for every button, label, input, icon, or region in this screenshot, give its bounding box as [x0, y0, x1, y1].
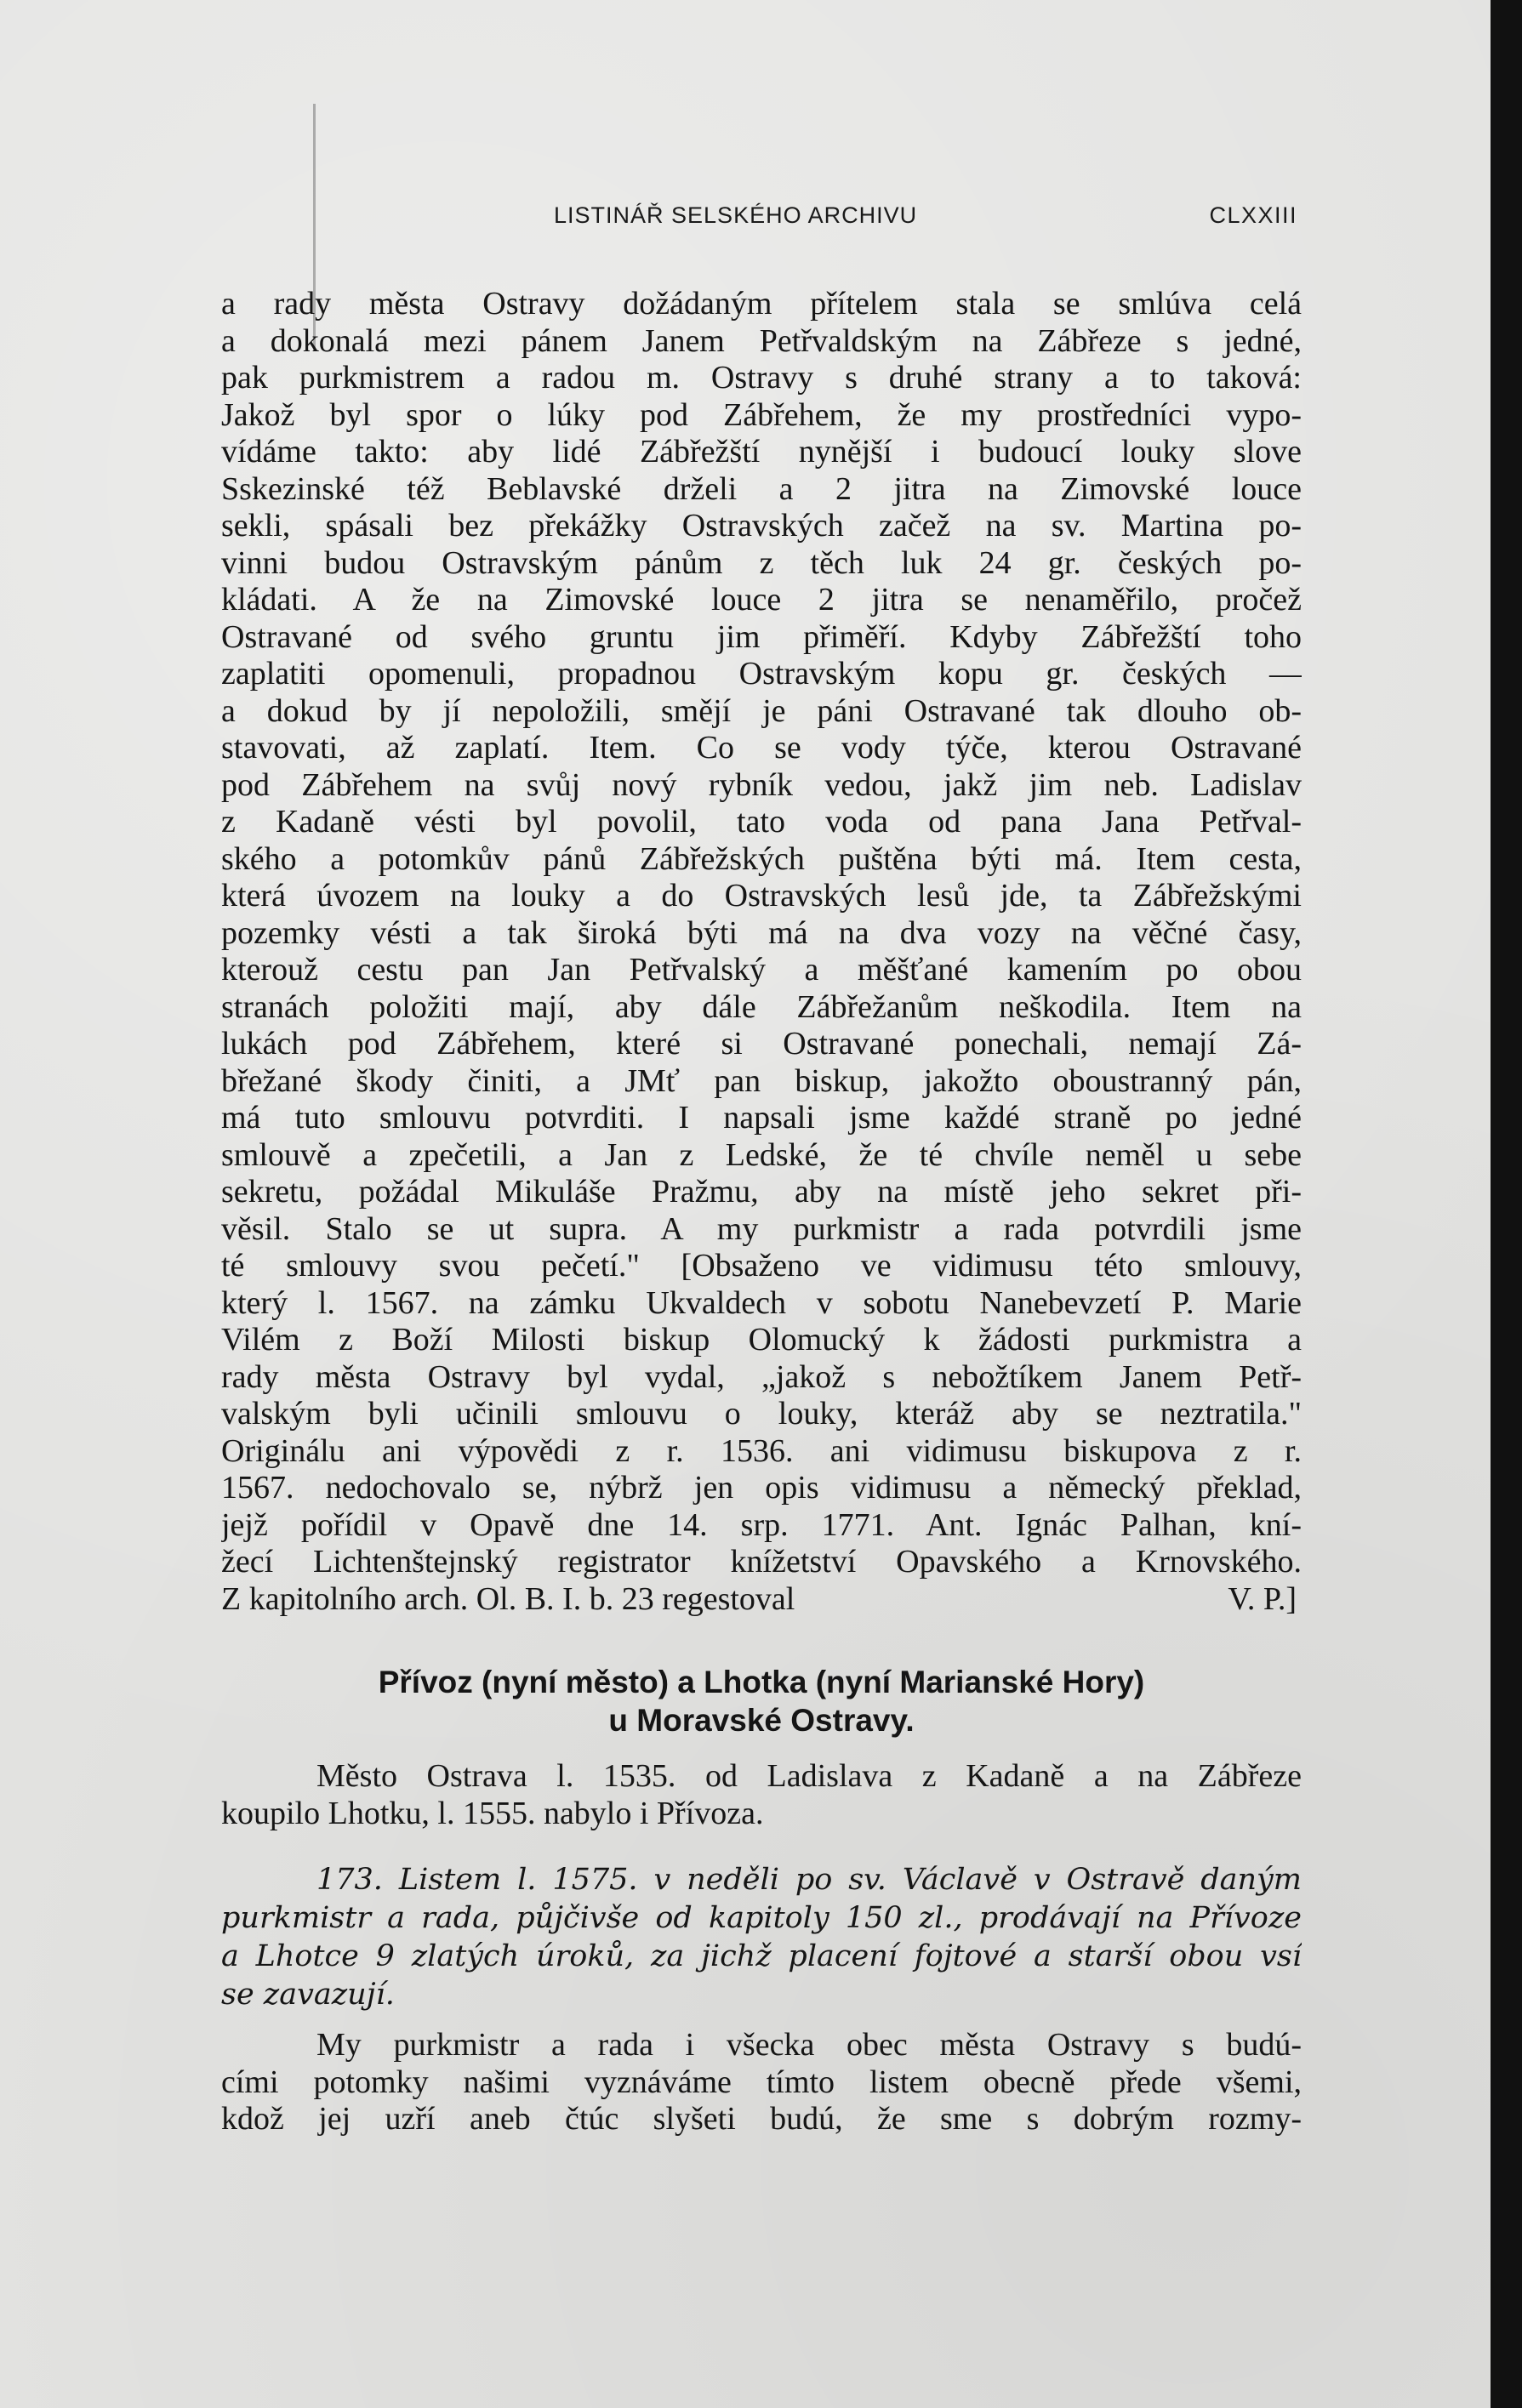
- body-line: a dokud by jí nepoložili, smějí je páni Ostravané tak dlouho ob-: [221, 692, 1302, 729]
- body-line: a rady města Ostravy dožádaným přítelem stala se smlúva celá: [221, 286, 1302, 322]
- body-line: 1567. nedochovalo se, nýbrž jen opis vidimusu a německý překlad,: [221, 1470, 1302, 1506]
- section-heading: [221, 1663, 1302, 1739]
- page-number: CLXXIII: [1209, 202, 1297, 228]
- running-head: [217, 202, 1297, 236]
- body-line: té smlouvy svou pečetí." [Obsaženo ve vidimusu této smlouvy,: [221, 1248, 1302, 1284]
- section-heading-line-2: u Moravské Ostravy.: [608, 1703, 915, 1738]
- signature-initials: V. P.]: [1228, 1580, 1297, 1617]
- charter-line: My purkmistr a rada i všecka obec města Ostravy s budú-: [316, 2027, 1302, 2063]
- body-line: pak purkmistrem a radou m. Ostravy s druhé strany a to taková:: [221, 360, 1302, 396]
- body-line: stranách položiti mají, aby dále Zábřežanům neškodila. Item na: [221, 988, 1302, 1025]
- section-heading-line-1: Přívoz (nyní město) a Lhotka (nyní Marianské Hory): [378, 1665, 1145, 1699]
- body-line: valským byli učinili smlouvu o louky, kteráž aby se neztratila.": [221, 1396, 1302, 1432]
- body-line: lukách pod Zábřehem, které si Ostravané ponechali, nemají Zá-: [221, 1026, 1302, 1062]
- body-line: kládati. A že na Zimovské louce 2 jitra se nenaměřilo, pročež: [221, 582, 1302, 618]
- regest-line: a Lhotce 9 zlatých úroků, za jichž placení fojtové a starší obou vsí: [221, 1939, 1302, 1973]
- body-line: Jakož byl spor o lúky pod Zábřehem, že my prostředníci vypo-: [221, 396, 1302, 433]
- body-line: sekli, spásali bez překážky Ostravských začež na sv. Martina po-: [221, 508, 1302, 544]
- body-line: sekretu, požádal Mikuláše Pražmu, aby na místě jeho sekret při-: [221, 1174, 1302, 1210]
- body-line: Ostravané od svého gruntu jim přiměří. Kdyby Zábřežští toho: [221, 618, 1302, 655]
- regest-line: 173. Listem l. 1575. v neděli po sv. Václavě v Ostravě daným: [316, 1863, 1302, 1897]
- body-line: má tuto smlouvu potvrditi. I napsali jsme každé straně po jedné: [221, 1100, 1302, 1136]
- scan-edge: [1491, 0, 1522, 2408]
- body-line: pozemky vésti a tak široká býti má na dva vozy na věčné časy,: [221, 914, 1302, 951]
- body-line: zaplatiti opomenuli, propadnou Ostravským kopu gr. českých —: [221, 656, 1302, 692]
- regest-line: purkmistr a rada, půjčivše od kapitoly 150 zl., prodávají na Přívoze: [221, 1901, 1302, 1935]
- body-line: jejž pořídil v Opavě dne 14. srp. 1771. Ant. Ignác Palhan, kní-: [221, 1506, 1302, 1543]
- body-line: břežané škody činiti, a JMť pan biskup, jakožto oboustranný pán,: [221, 1062, 1302, 1099]
- running-head-title: LISTINÁŘ SELSKÉHO ARCHIVU: [554, 202, 918, 228]
- regest-paragraph: [221, 1861, 1302, 2014]
- intro-paragraph: [221, 1758, 1302, 1832]
- body-line: který l. 1567. na zámku Ukvaldech v sobotu Nanebevzetí P. Marie: [221, 1284, 1302, 1321]
- body-line: vídáme takto: aby lidé Zábřežští nynější i budoucí louky slove: [221, 434, 1302, 470]
- body-line: věsil. Stalo se ut supra. A my purkmistr a rada potvrdili jsme: [221, 1210, 1302, 1247]
- charter-line: kdož jej uzří aneb čtúc slyšeti budú, že sme s dobrým rozmy-: [221, 2101, 1302, 2137]
- body-line: z Kadaně vésti byl povolil, tato voda od pana Jana Petřval-: [221, 804, 1302, 840]
- body-line: Sskezinské též Beblavské drželi a 2 jitra na Zimovské louce: [221, 470, 1302, 507]
- body-line: ského a potomkův pánů Zábřežských puštěna býti má. Item cesta,: [221, 840, 1302, 877]
- body-line: kterouž cestu pan Jan Petřvalský a měšťané kamením po obou: [221, 952, 1302, 988]
- body-text: [221, 286, 1302, 1618]
- body-line: smlouvě a zpečetili, a Jan z Ledské, že té chvíle neměl u sebe: [221, 1136, 1302, 1173]
- body-line: a dokonalá mezi pánem Janem Petřvaldským na Zábřeze s jedné,: [221, 322, 1302, 359]
- body-line: která úvozem na louky a do Ostravských lesů jde, ta Zábřežskými: [221, 878, 1302, 914]
- body-line: Originálu ani výpovědi z r. 1536. ani vidimusu biskupova z r.: [221, 1432, 1302, 1469]
- body-line: rady města Ostravy byl vydal, „jakož s nebožtíkem Janem Petř-: [221, 1358, 1302, 1395]
- body-line: vinni budou Ostravským pánům z těch luk 24 gr. českých po-: [221, 544, 1302, 581]
- body-line: Vilém z Boží Milosti biskup Olomucký k žádosti purkmistra a: [221, 1322, 1302, 1358]
- charter-line: cími potomky našimi vyznáváme tímto listem obecně přede všemi,: [221, 2064, 1302, 2100]
- body-line: žecí Lichtenštejnský registrator knížetství Opavského a Krnovského.: [221, 1544, 1302, 1580]
- body-line: pod Zábřehem na svůj nový rybník vedou, jakž jim neb. Ladislav: [221, 766, 1302, 803]
- regest-line: se zavazují.: [221, 1978, 395, 2012]
- intro-line: koupilo Lhotku, l. 1555. nabylo i Přívoza.: [221, 1795, 764, 1831]
- body-line: stavovati, až zaplatí. Item. Co se vody týče, kterou Ostravané: [221, 730, 1302, 766]
- intro-line: Město Ostrava l. 1535. od Ladislava z Kadaně a na Zábřeze: [316, 1758, 1302, 1794]
- signature-line: [221, 1581, 1302, 1619]
- signature-text: Z kapitolního arch. Ol. B. I. b. 23 regestoval: [221, 1580, 795, 1617]
- charter-paragraph: [221, 2027, 1302, 2138]
